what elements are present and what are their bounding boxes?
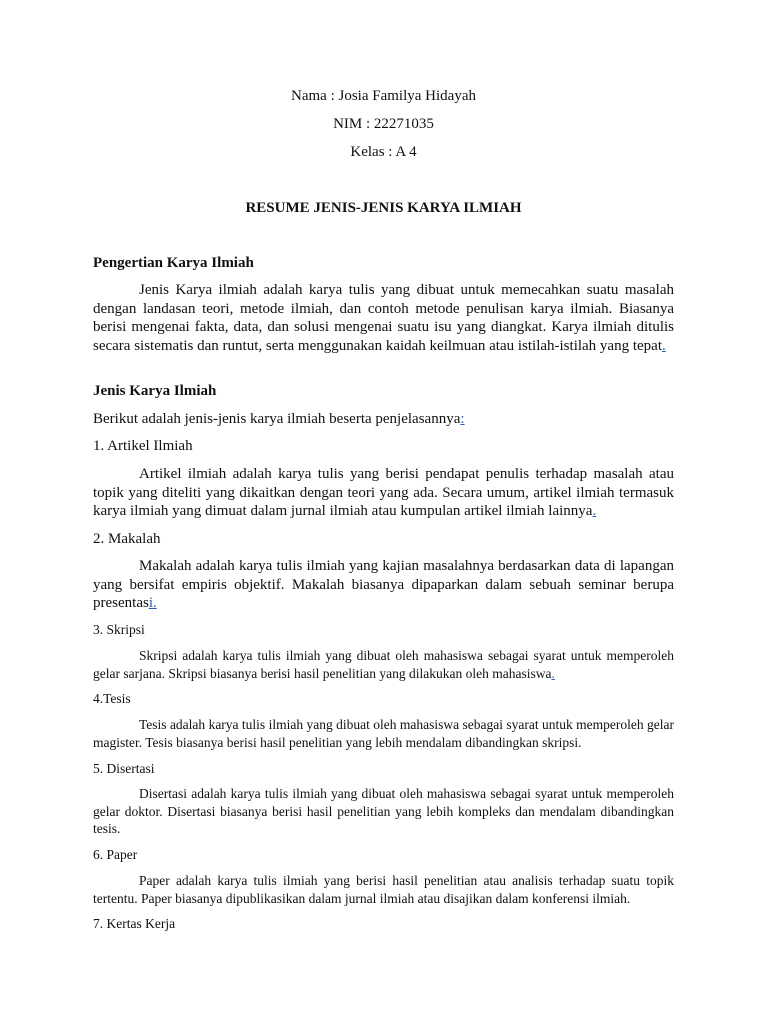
- item-body-tesis: Tesis adalah karya tulis ilmiah yang dibuat oleh mahasiswa sebagai syarat untuk memperoleh gelar magister. Tesis biasanya berisi hasil penelitian yang lebih mendalam dibandingkan skripsi.: [93, 717, 674, 750]
- paragraph-pengertian-text: Jenis Karya ilmiah adalah karya tulis yang dibuat untuk memecahkan suatu masalah dengan landasan teori, metode ilmiah, dan contoh metode penulisan karya ilmiah. Biasanya berisi mengenai fakta, data, dan solusi mengenai suatu isu yang diangkat. Karya ilmiah ditulis secara sistematis dan runtut, serta menggunakan kaidah keilmuan atau istilah-istilah yang tepat: [93, 282, 674, 354]
- item-title-disertasi: 5. Disertasi: [93, 761, 155, 776]
- item-title-makalah: 2. Makalah: [93, 531, 161, 547]
- item-title-artikel: 1. Artikel Ilmiah: [93, 438, 193, 454]
- item-title-tesis: 4.Tesis: [93, 691, 131, 706]
- item-body-paper: Paper adalah karya tulis ilmiah yang berisi hasil penelitian atau analisis terhadap suatu topik tertentu. Paper biasanya dipublikasikan dalam jurnal ilmiah atau disajikan dalam konferensi ilmiah.: [93, 873, 674, 906]
- item-body-makalah: [93, 557, 674, 613]
- student-nim: NIM : 22271035: [333, 116, 434, 132]
- paragraph-pengertian-link[interactable]: .: [662, 337, 666, 354]
- jenis-intro-text: Berikut adalah jenis-jenis karya ilmiah beserta penjelasannya: [93, 411, 461, 427]
- paragraph-pengertian: [93, 281, 674, 355]
- document-title: RESUME JENIS-JENIS KARYA ILMIAH: [245, 200, 522, 216]
- item-body-skripsi-link[interactable]: .: [551, 665, 555, 681]
- item-body-artikel-text: Artikel ilmiah adalah karya tulis yang berisi pendapat penulis terhadap masalah atau topik yang diteliti yang dikaitkan dengan teori yang ada. Secara umum, artikel ilmiah termasuk karya ilmiah yang dimuat dalam jurnal ilmiah atau kumpulan artikel ilmiah lainnya: [93, 466, 674, 519]
- student-name: Nama : Josia Familya Hidayah: [291, 88, 476, 104]
- item-title-skripsi: 3. Skripsi: [93, 622, 145, 637]
- item-title-paper: 6. Paper: [93, 847, 138, 862]
- item-body-skripsi: [93, 647, 674, 682]
- item-title-kertas-kerja: 7. Kertas Kerja: [93, 916, 176, 931]
- student-class: Kelas : A 4: [350, 144, 417, 160]
- item-body-artikel: [93, 465, 674, 521]
- item-body-skripsi-text: Skripsi adalah karya tulis ilmiah yang dibuat oleh mahasiswa sebagai syarat untuk memperoleh gelar sarjana. Skripsi biasanya berisi hasil penelitian yang dilakukan oleh mahasiswa: [93, 648, 674, 681]
- item-body-disertasi: Disertasi adalah karya tulis ilmiah yang dibuat oleh mahasiswa sebagai syarat untuk memperoleh gelar doktor. Disertasi biasanya berisi hasil penelitian yang lebih kompleks dan mendalam dibandingkan tesis.: [93, 786, 674, 836]
- paragraph-jenis-intro: [93, 410, 674, 429]
- item-body-makalah-text: Makalah adalah karya tulis ilmiah yang kajian masalahnya berdasarkan data di lapangan yang bersifat empiris objektif. Makalah biasanya dipaparkan dalam sebuah seminar berupa presentas: [93, 558, 674, 611]
- item-body-artikel-link[interactable]: .: [592, 503, 597, 519]
- section-heading-jenis: Jenis Karya Ilmiah: [93, 383, 217, 399]
- item-body-makalah-link[interactable]: i.: [148, 595, 157, 611]
- section-heading-pengertian: Pengertian Karya Ilmiah: [93, 255, 254, 271]
- jenis-intro-link[interactable]: :: [460, 411, 465, 427]
